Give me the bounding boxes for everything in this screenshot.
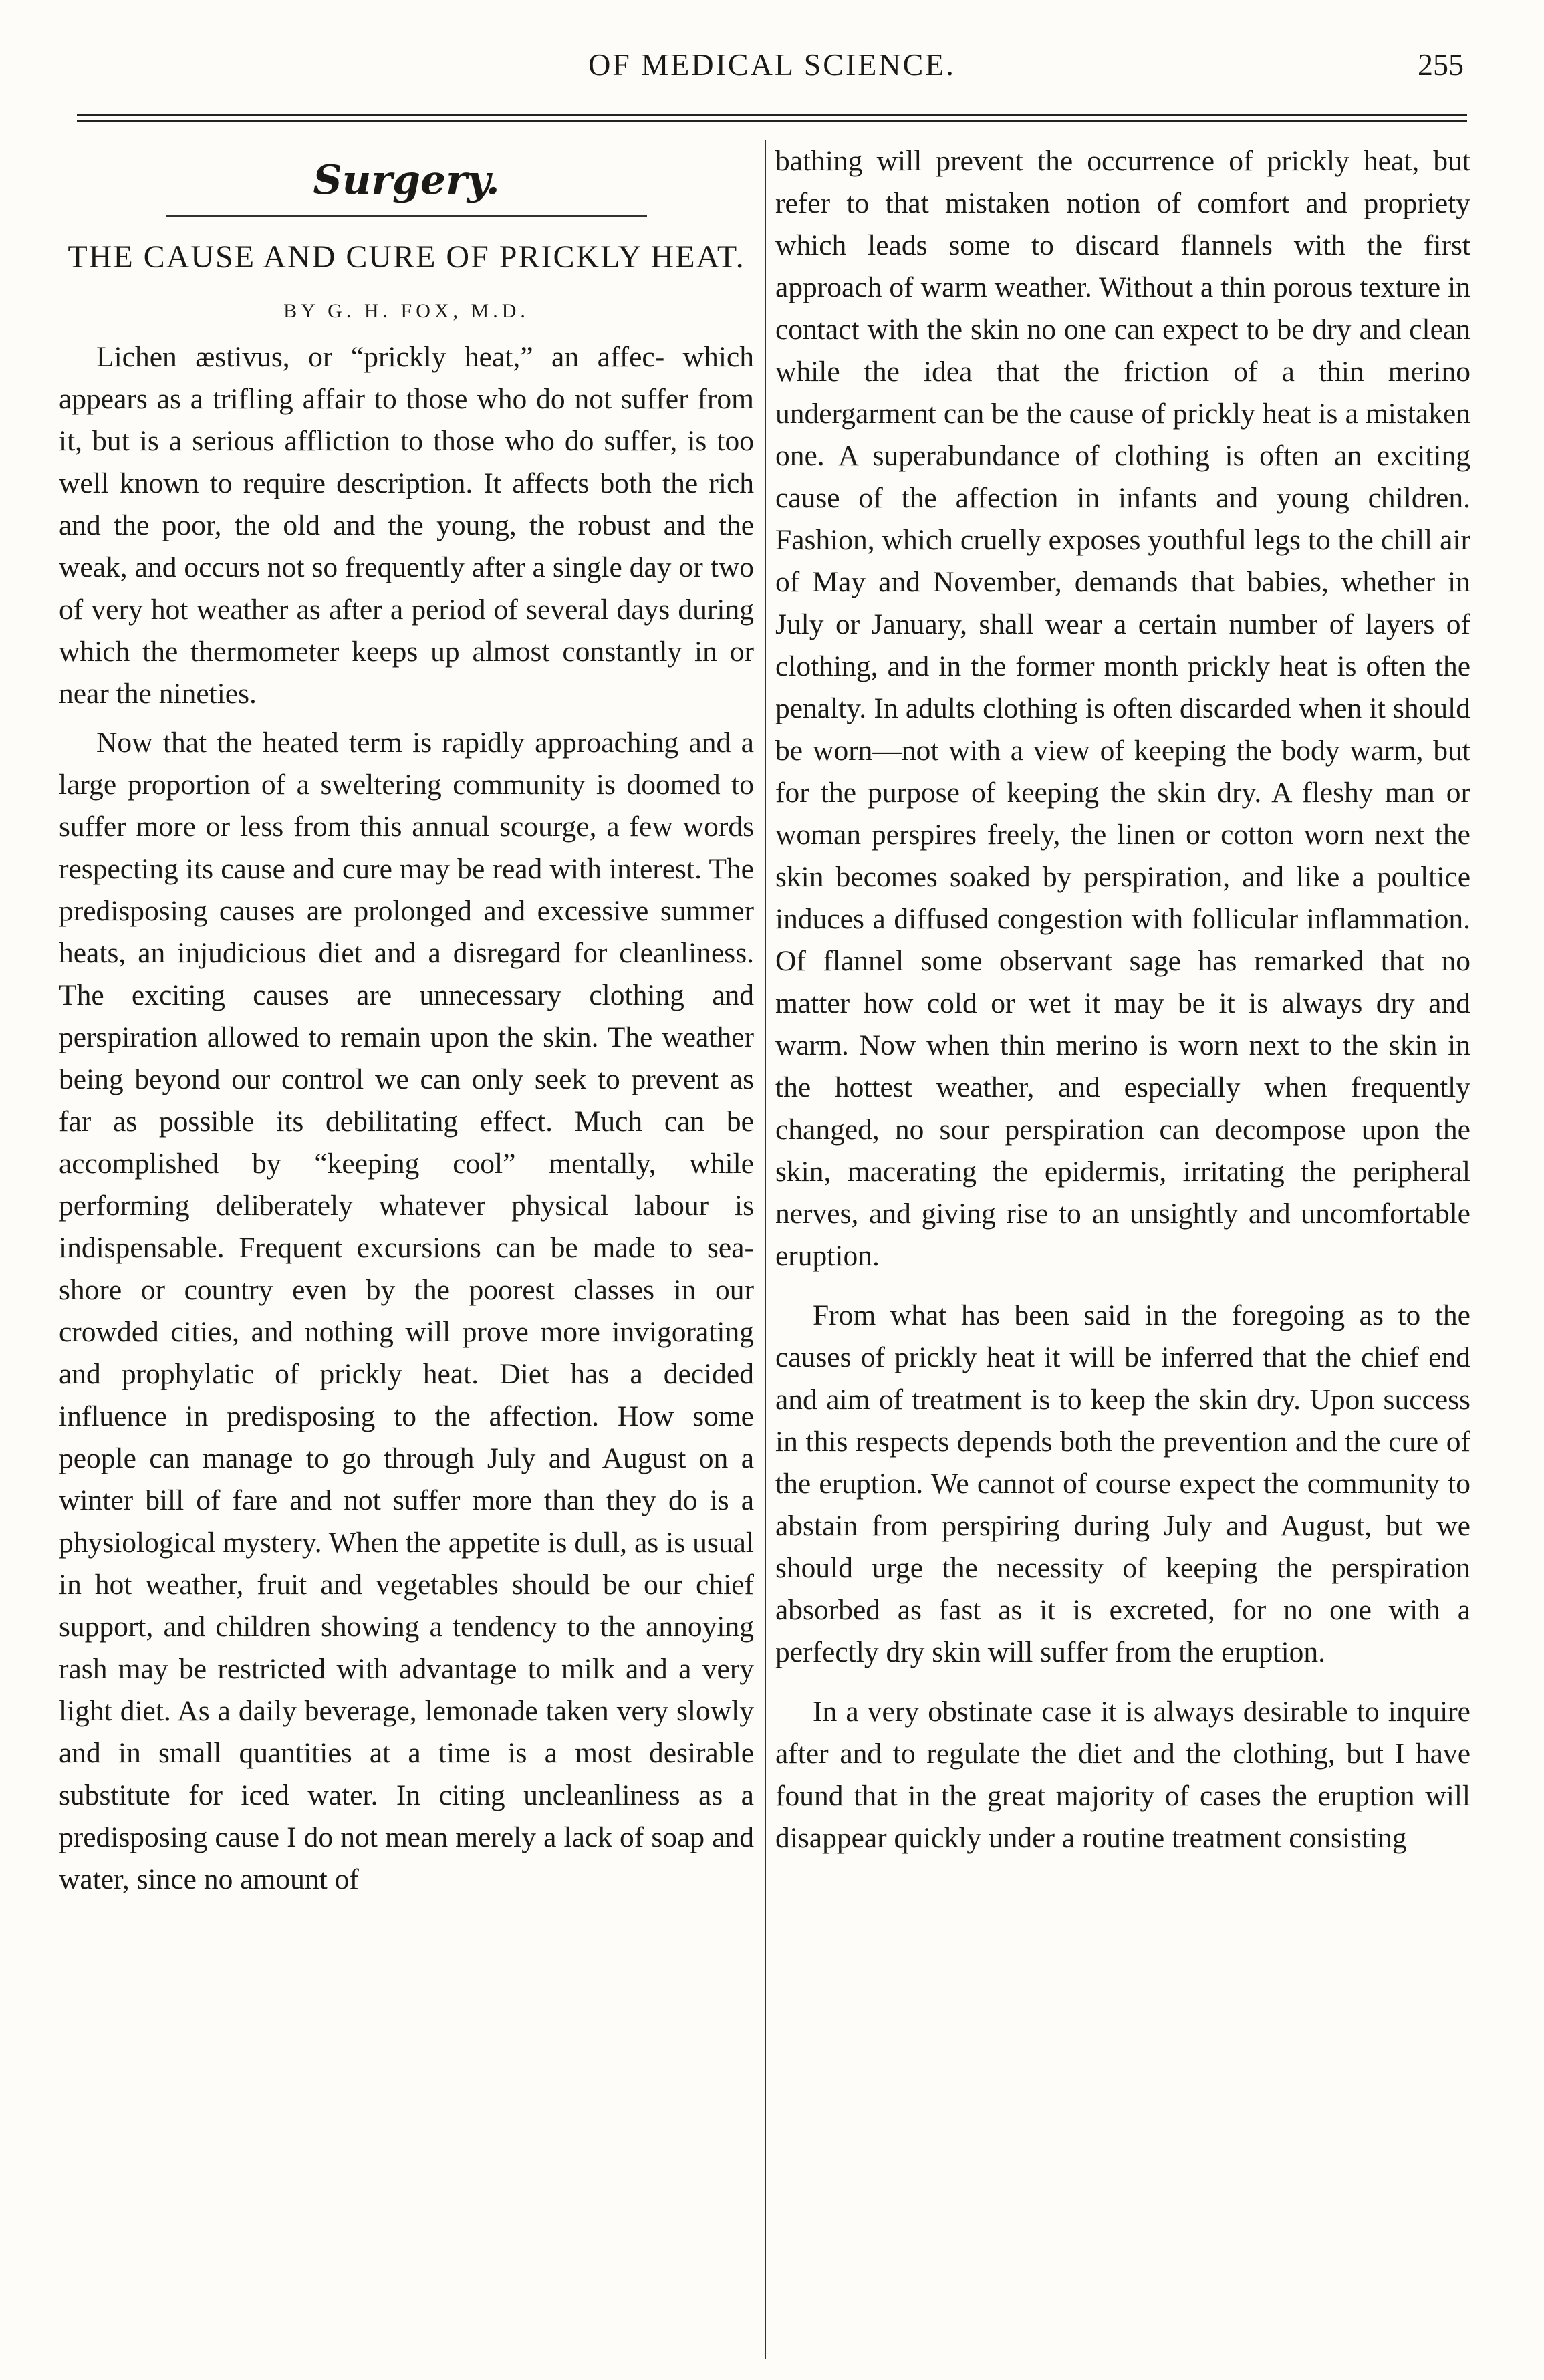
paragraph: In a very obstinate case it is always desirable to inquire after and to regulate the diet and the clothing, but I have found that in the great majority of cases the eruption will disappear quickly under a routine treatment consisting bbox=[775, 1696, 1470, 1854]
running-head bbox=[80, 47, 1464, 107]
article-title: THE CAUSE AND CURE OF PRICKLY HEAT. bbox=[68, 239, 745, 275]
paragraph: Lichen æstivus, or “prickly heat,” an affec- which appears as a trifling affair to those who do not suffer from it, but is a serious affliction to those who do suffer, is too well known to require description. It affects both the rich and the poor, the old and the young, the robust and the weak, and occurs not so frequently after a single day or two of very hot weather as after a period of several days during which the thermometer keeps up almost constantly in or near the nineties. bbox=[59, 341, 754, 710]
right-column bbox=[775, 140, 1470, 2359]
running-title: OF MEDICAL SCIENCE. bbox=[588, 47, 956, 82]
paragraph: From what has been said in the foregoing as to the causes of prickly heat it will be inferred that the chief end and aim of treatment is to keep the skin dry. Upon success in this respects depends both the prevention and the cure of the eruption. We cannot of course expect the community to abstain from perspiring during July and August, but we should urge the necessity of keeping the perspiration absorbed as fast as it is excreted, for no one with a perfectly dry skin will suffer from the eruption. bbox=[775, 1299, 1470, 1668]
article-byline: BY G. H. FOX, M.D. bbox=[283, 300, 529, 322]
header-rule-top bbox=[77, 114, 1467, 116]
column-divider bbox=[765, 140, 766, 2359]
section-heading-rule bbox=[166, 215, 647, 217]
left-column bbox=[59, 140, 754, 2359]
section-heading: Surgery. bbox=[313, 157, 500, 204]
paragraph: Now that the heated term is rapidly approaching and a large proportion of a sweltering community is doomed to suffer more or less from this annual scourge, a few words respecting its cause and cure may be read with interest. The predisposing causes are prolonged and excessive summer heats, an injudicious diet and a disregard for cleanliness. The exciting causes are unnecessary clothing and perspiration allowed to remain upon the skin. The weather being beyond our control we can only seek to prevent as far as possible its debilitating effect. Much can be accomplished by “keeping cool” mentally, while performing deliberately whatever physical labour is indispensable. Frequent excursions can be made to sea-shore or country even by the poorest classes in our crowded cities, and nothing will prove more invigorating and prophylatic of prickly heat. Diet has a decided influence in predisposing to the affection. How some people can manage to go through July and August on a winter bill of fare and not suffer more than they do is a physiological mystery. When the appetite is dull, as is usual in hot weather, fruit and vegetables should be our chief support, and children showing a tendency to the annoying rash may be restricted with advantage to milk and a very light diet. As a daily beverage, lemonade taken very slowly and in small quantities at a time is a most desirable substitute for iced water. In citing uncleanliness as a predisposing cause I do not mean merely a lack of soap and water, since no amount of bbox=[59, 726, 754, 1895]
header-rule-bottom bbox=[77, 120, 1467, 122]
paragraph: bathing will prevent the occurrence of prickly heat, but refer to that mistaken notion of comfort and propriety which leads some to discard flannels with the first approach of warm weather. Without a thin porous texture in contact with the skin no one can expect to be dry and clean while the idea that the friction of a thin merino undergarment can be the cause of prickly heat is a mistaken one. A superabundance of clothing is often an exciting cause of the affection in infants and young children. Fashion, which cruelly exposes youthful legs to the chill air of May and November, demands that babies, whether in July or January, shall wear a certain number of layers of clothing, and in the former month prickly heat is often the penalty. In adults clothing is often discarded when it should be worn—not with a view of keeping the body warm, but for the purpose of keeping the skin dry. A fleshy man or woman perspires freely, the linen or cotton worn next the skin becomes soaked by perspiration, and like a poultice induces a diffused congestion with follicular inflammation. Of flannel some observant sage has remarked that no matter how cold or wet it may be it is always dry and warm. Now when thin merino is worn next to the skin in the hottest weather, and especially when frequently changed, no sour perspiration can decompose upon the skin, macerating the epidermis, irritating the peripheral nerves, and giving rise to an unsightly and uncomfortable eruption. bbox=[775, 145, 1470, 1272]
page-number: 255 bbox=[1418, 47, 1464, 82]
